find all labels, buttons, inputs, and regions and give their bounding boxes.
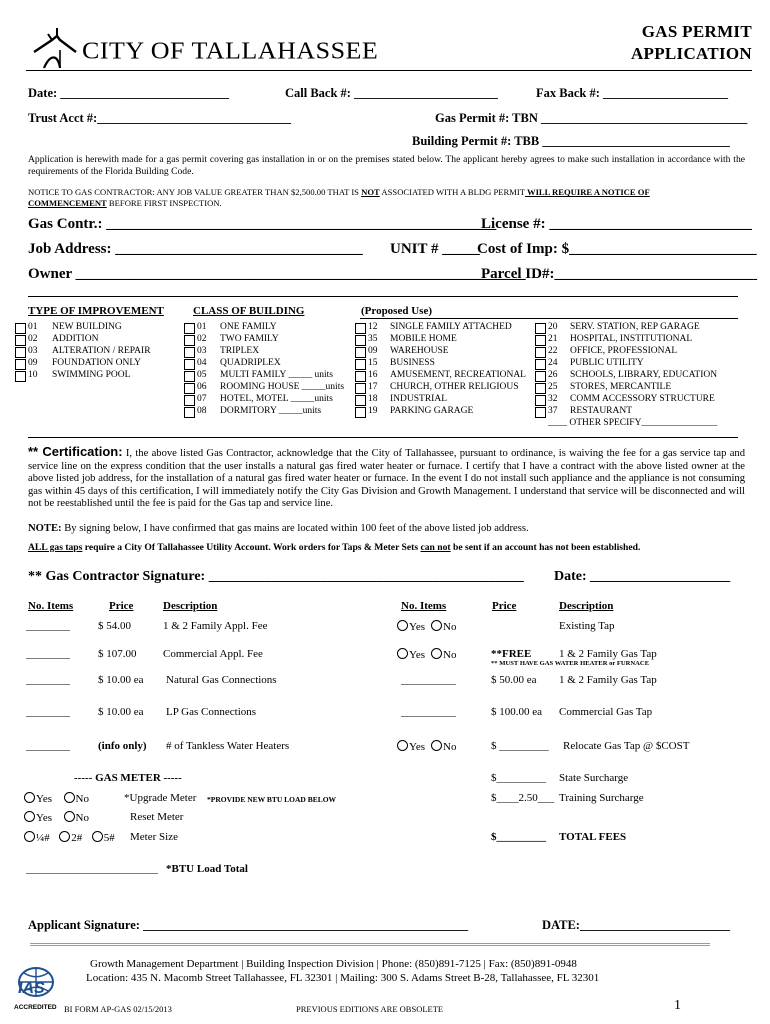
btu-load-label: *BTU Load Total xyxy=(166,863,248,875)
use-option-code: 22 xyxy=(548,346,558,356)
class-option-checkbox[interactable] xyxy=(184,335,195,346)
class-option-checkbox[interactable] xyxy=(184,383,195,394)
section-divider-2 xyxy=(28,437,738,438)
fee-price: $ 107.00 xyxy=(98,648,137,660)
size-quarter-radio[interactable] xyxy=(24,831,35,842)
class-option-code: 08 xyxy=(197,406,207,416)
col-header-items-left: No. Items xyxy=(28,600,74,612)
use-option-label: INDUSTRIAL xyxy=(390,394,447,404)
must-have-note: ** MUST HAVE GAS WATER HEATER or FURNACE xyxy=(491,660,650,667)
no-radio[interactable] xyxy=(431,740,442,751)
use-option-label: AMUSEMENT, RECREATIONAL xyxy=(390,370,526,380)
use-option-code: 20 xyxy=(548,322,558,332)
fee-price: $ 100.00 ea xyxy=(491,706,543,718)
use-option-label: WAREHOUSE xyxy=(390,346,449,356)
trust-acct-field[interactable]: Trust Acct #:_______________________________ xyxy=(28,111,291,125)
fee-price[interactable]: $_________ xyxy=(491,831,546,843)
use-option-label: PARKING GARAGE xyxy=(390,406,474,416)
use-option-label: CHURCH, OTHER RELIGIOUS xyxy=(390,382,519,392)
improvement-option-label: FOUNDATION ONLY xyxy=(52,358,142,368)
fee-description: Commercial Gas Tap xyxy=(559,706,653,718)
contractor-notice: NOTICE TO GAS CONTRACTOR: ANY JOB VALUE GREATER THAN $2,500.00 THAT IS NOT ASSOCIATED WITH A BLDG PERMIT WILL REQUIRE A NOTICE OF COMMENCEMENT BEFORE FIRST INSPECTION. xyxy=(28,187,650,208)
gas-contractor-field[interactable]: Gas Contr.: ____________________________________________________ xyxy=(28,216,497,232)
certification-title: ** Certification: xyxy=(28,444,123,459)
use-option-checkbox[interactable] xyxy=(355,383,366,394)
use-option-label: BUSINESS xyxy=(390,358,435,368)
use-option-checkbox[interactable] xyxy=(355,371,366,382)
ias-logo xyxy=(14,966,60,1016)
use-option-checkbox[interactable] xyxy=(355,407,366,418)
upgrade-meter-label: *Upgrade Meter xyxy=(124,792,197,804)
use-option-label: SERV. STATION, REP GARAGE xyxy=(570,322,700,332)
fee-description: Existing Tap xyxy=(559,620,615,632)
class-option-label: ONE FAMILY xyxy=(220,322,277,332)
fee-description: Commercial Appl. Fee xyxy=(163,648,263,660)
fee-description: State Surcharge xyxy=(559,772,629,784)
footer-divider xyxy=(30,943,710,946)
improvement-option-code: 03 xyxy=(28,346,38,356)
call-back-field[interactable]: Call Back #: _______________________ xyxy=(285,86,498,100)
class-of-building-header: CLASS OF BUILDING xyxy=(193,305,305,317)
meter-size-row: ¼# 2# 5# xyxy=(24,831,115,844)
gas-meter-header: ----- GAS METER ----- xyxy=(74,772,182,784)
use-option-code: 12 xyxy=(368,322,378,332)
fee-price: **FREE xyxy=(491,648,532,660)
use-option-checkbox[interactable] xyxy=(355,347,366,358)
use-option-checkbox[interactable] xyxy=(535,371,546,382)
yes-no-radio-group: Yes No xyxy=(397,740,456,753)
size-2-radio[interactable] xyxy=(59,831,70,842)
section-divider xyxy=(28,296,738,297)
use-option-code: 17 xyxy=(368,382,378,392)
cost-of-imp-field[interactable]: Cost of Imp: $_________________________ xyxy=(477,241,757,257)
fee-items-field[interactable]: __________ xyxy=(401,674,456,686)
reset-no-radio[interactable] xyxy=(64,811,75,822)
use-option-label: RESTAURANT xyxy=(570,406,633,416)
improvement-option-label: SWIMMING POOL xyxy=(52,370,131,380)
yes-radio[interactable] xyxy=(397,648,408,659)
col-header-items-right: No. Items xyxy=(401,600,447,612)
class-option-label: TWO FAMILY xyxy=(220,334,279,344)
form-id: BI FORM AP-GAS 02/15/2013 xyxy=(64,1004,172,1014)
use-option-code: 26 xyxy=(548,370,558,380)
class-option-code: 07 xyxy=(197,394,207,404)
yes-radio[interactable] xyxy=(397,620,408,631)
page-number: 1 xyxy=(674,998,681,1013)
signature-date-field[interactable]: Date: ____________________ xyxy=(554,569,731,584)
class-option-checkbox[interactable] xyxy=(184,371,195,382)
use-option-label: COMM ACCESSORY STRUCTURE xyxy=(570,394,715,404)
improvement-option-label: ADDITION xyxy=(52,334,99,344)
class-option-code: 04 xyxy=(197,358,207,368)
obsolete-note: PREVIOUS EDITIONS ARE OBSOLETE xyxy=(296,1004,444,1014)
use-option-checkbox[interactable] xyxy=(535,395,546,406)
use-option-checkbox[interactable] xyxy=(355,323,366,334)
building-permit-field[interactable]: Building Permit #: TBB ______________________________ xyxy=(412,134,730,148)
use-option-checkbox[interactable] xyxy=(535,407,546,418)
applicant-date-field[interactable]: DATE:________________________ xyxy=(542,918,730,932)
fee-items-field[interactable]: __________ xyxy=(401,706,456,718)
size-5-radio[interactable] xyxy=(92,831,103,842)
use-option-label: SINGLE FAMILY ATTACHED xyxy=(390,322,512,332)
logo-text: CITY OF TALLAHASSEE xyxy=(82,36,379,65)
fee-description: TOTAL FEES xyxy=(559,831,627,843)
application-statement: Application is herewith made for a gas permit covering gas installation in or on the premises stated below. The applicant hereby agrees to make such installation in accordance with the requirements of the Florida Building Code. xyxy=(28,154,745,177)
fee-description: Training Surcharge xyxy=(559,792,644,804)
parcel-id-field[interactable]: Parcel ID#:___________________________ xyxy=(481,266,757,282)
city-logo xyxy=(30,24,379,72)
use-option-code: 16 xyxy=(368,370,378,380)
use-option-checkbox[interactable] xyxy=(535,359,546,370)
btu-load-field[interactable]: ________________________ xyxy=(26,863,158,875)
col-header-price-right: Price xyxy=(492,600,517,612)
use-option-code: 21 xyxy=(548,334,558,344)
fee-price: $ 10.00 ea xyxy=(98,706,144,718)
class-option-label: TRIPLEX xyxy=(220,346,260,356)
use-option-code: 18 xyxy=(368,394,378,404)
upgrade-yes-radio[interactable] xyxy=(24,792,35,803)
gas-permit-field[interactable]: Gas Permit #: TBN _________________________________ xyxy=(435,111,748,125)
fee-items-field[interactable]: ________ xyxy=(26,740,70,752)
class-option-code: 02 xyxy=(197,334,207,344)
class-option-code: 05 xyxy=(197,370,207,380)
footer-line1: Growth Management Department | Building Inspection Division | Phone: (850)891-7125 | Fax: (850)891-0948 xyxy=(90,958,577,970)
fee-price: $ 50.00 ea xyxy=(491,674,537,686)
fee-description: 1 & 2 Family Gas Tap xyxy=(559,674,657,686)
yes-no-radio-group: Yes No xyxy=(397,620,456,633)
fee-description: 1 & 2 Family Gas Tap xyxy=(559,648,657,660)
use-option-label: SCHOOLS, LIBRARY, EDUCATION xyxy=(570,370,718,380)
use-option-code: 25 xyxy=(548,382,558,392)
col-header-description-right: Description xyxy=(559,600,614,612)
fee-description: 1 & 2 Family Appl. Fee xyxy=(163,620,268,632)
fee-price[interactable]: $ _________ xyxy=(491,740,549,752)
fee-price: (info only) xyxy=(98,740,147,752)
class-option-checkbox[interactable] xyxy=(184,407,195,418)
reset-meter-label: Reset Meter xyxy=(130,811,184,823)
class-option-label: MULTI FAMILY _____ units xyxy=(220,370,333,380)
fee-price: $ 10.00 ea xyxy=(98,674,144,686)
fax-back-field[interactable]: Fax Back #: ____________________ xyxy=(536,86,729,100)
use-option-checkbox[interactable] xyxy=(355,335,366,346)
class-option-code: 03 xyxy=(197,346,207,356)
class-option-code: 01 xyxy=(197,322,207,332)
fee-description: # of Tankless Water Heaters xyxy=(166,740,290,752)
class-option-checkbox[interactable] xyxy=(184,347,195,358)
upgrade-no-radio[interactable] xyxy=(64,792,75,803)
improvement-option-checkbox[interactable] xyxy=(15,371,26,382)
fee-description: LP Gas Connections xyxy=(166,706,257,718)
unit-field[interactable]: UNIT # _____ xyxy=(390,241,480,257)
class-option-code: 06 xyxy=(197,382,207,392)
yes-radio[interactable] xyxy=(397,740,408,751)
use-option-checkbox[interactable] xyxy=(535,335,546,346)
fee-items-field[interactable]: ________ xyxy=(26,674,70,686)
gas-taps-notice: ALL gas taps require a City Of Tallahassee Utility Account. Work orders for Taps & Meter Sets can not be sent if an account has not been established. xyxy=(28,542,641,553)
col-header-price-left: Price xyxy=(109,600,134,612)
ias-text: IAS xyxy=(18,980,45,997)
applicant-signature-field[interactable]: Applicant Signature: ____________________________________________________ xyxy=(28,918,469,932)
fee-price[interactable]: $____2.50___ xyxy=(491,792,555,804)
form-title-line1: GAS PERMIT xyxy=(641,22,752,41)
improvement-option-code: 10 xyxy=(28,370,38,380)
use-option-code: 24 xyxy=(548,358,558,368)
use-option-label: STORES, MERCANTILE xyxy=(570,382,672,392)
owner-field[interactable]: Owner ____________________________________________________________ xyxy=(28,266,526,282)
license-field[interactable]: License #: ___________________________ xyxy=(481,216,752,232)
use-option-label: OFFICE, PROFESSIONAL xyxy=(570,346,678,356)
other-specify-field[interactable]: ____ OTHER SPECIFY________________ xyxy=(548,418,718,428)
use-option-label: HOSPITAL, INSTITUTIONAL xyxy=(570,334,693,344)
class-option-label: ROOMING HOUSE _____units xyxy=(220,382,345,392)
use-option-code: 15 xyxy=(368,358,378,368)
upgrade-meter-row: Yes No xyxy=(24,792,89,805)
improvement-option-code: 09 xyxy=(28,358,38,368)
use-option-checkbox[interactable] xyxy=(535,383,546,394)
use-option-code: 09 xyxy=(368,346,378,356)
use-option-checkbox[interactable] xyxy=(535,323,546,334)
class-option-label: QUADRIPLEX xyxy=(220,358,281,368)
class-option-checkbox[interactable] xyxy=(184,395,195,406)
no-radio[interactable] xyxy=(431,620,442,631)
fee-price: $ 54.00 xyxy=(98,620,131,632)
fee-items-field[interactable]: ________ xyxy=(26,620,70,632)
capitol-dome-icon xyxy=(30,24,80,70)
class-option-checkbox[interactable] xyxy=(184,359,195,370)
improvement-option-label: ALTERATION / REPAIR xyxy=(52,346,151,356)
use-option-checkbox[interactable] xyxy=(355,359,366,370)
fee-description: Relocate Gas Tap @ $COST xyxy=(563,740,690,752)
gas-contractor-signature-field[interactable]: ** Gas Contractor Signature: _____________________________________________ xyxy=(28,569,524,584)
type-of-improvement-header: TYPE OF IMPROVEMENT xyxy=(28,305,164,317)
certification-text: ** Certification: I, the above listed Gas Contractor, acknowledge that the City of Tallahassee, pursuant to ordinance, is waiving the fee for a gas service tap and service line on the express condition that the user installs a natural gas fired water heater or furnace. I certify that I have a contract with the above listed owner at the above listed job address, for the installation of a natural gas fired water heater or furnace. In the event I do not install such appliance and the appliance is not consuming gas within 45 days of this certification, I will immediately notify the City Gas Division and Growth Management. I understand that service will be disconnected and will not be reestablished until the fee is paid for the Gas tap and service line. xyxy=(28,444,746,510)
use-option-label: MOBILE HOME xyxy=(390,334,457,344)
job-address-field[interactable]: Job Address: _________________________________ xyxy=(28,241,363,257)
improvement-option-code: 02 xyxy=(28,334,38,344)
class-option-label: DORMITORY _____units xyxy=(220,406,322,416)
form-title-line2: APPLICATION xyxy=(630,44,752,63)
fee-items-field[interactable]: ________ xyxy=(26,706,70,718)
provide-btu-note: *PROVIDE NEW BTU LOAD BELOW xyxy=(207,795,337,804)
proposed-use-header: (Proposed Use) xyxy=(361,305,432,317)
meter-size-label: Meter Size xyxy=(130,831,178,843)
use-option-code: 32 xyxy=(548,394,558,404)
improvement-option-checkbox[interactable] xyxy=(15,359,26,370)
yes-no-radio-group: Yes No xyxy=(397,648,456,661)
use-option-checkbox[interactable] xyxy=(355,395,366,406)
class-option-checkbox[interactable] xyxy=(184,323,195,334)
note-text: NOTE: By signing below, I have confirmed that gas mains are located within 100 feet of the above listed job address. xyxy=(28,523,529,534)
improvement-option-code: 01 xyxy=(28,322,38,332)
use-option-code: 37 xyxy=(548,406,558,416)
fee-items-field[interactable]: ________ xyxy=(26,648,70,660)
use-option-label: PUBLIC UTILITY xyxy=(570,358,644,368)
no-radio[interactable] xyxy=(431,648,442,659)
class-header-underline xyxy=(360,318,738,319)
use-option-checkbox[interactable] xyxy=(535,347,546,358)
header-divider xyxy=(26,70,752,71)
class-option-label: HOTEL, MOTEL _____units xyxy=(220,394,333,404)
improvement-option-checkbox[interactable] xyxy=(15,347,26,358)
footer-line2: Location: 435 N. Macomb Street Tallahassee, FL 32301 | Mailing: 300 S. Adams Street B-28, Tallahassee, FL 32301 xyxy=(86,972,600,984)
col-header-description-left: Description xyxy=(163,600,218,612)
date-field[interactable]: Date: ___________________________ xyxy=(28,86,230,100)
improvement-option-checkbox[interactable] xyxy=(15,323,26,334)
improvement-option-checkbox[interactable] xyxy=(15,335,26,346)
reset-meter-row: Yes No xyxy=(24,811,89,824)
fee-description: Natural Gas Connections xyxy=(166,674,277,686)
reset-yes-radio[interactable] xyxy=(24,811,35,822)
ias-accredited-text: ACCREDITED xyxy=(14,1004,57,1011)
use-option-code: 19 xyxy=(368,406,378,416)
use-option-code: 35 xyxy=(368,334,378,344)
improvement-option-label: NEW BUILDING xyxy=(52,322,122,332)
fee-price[interactable]: $_________ xyxy=(491,772,546,784)
